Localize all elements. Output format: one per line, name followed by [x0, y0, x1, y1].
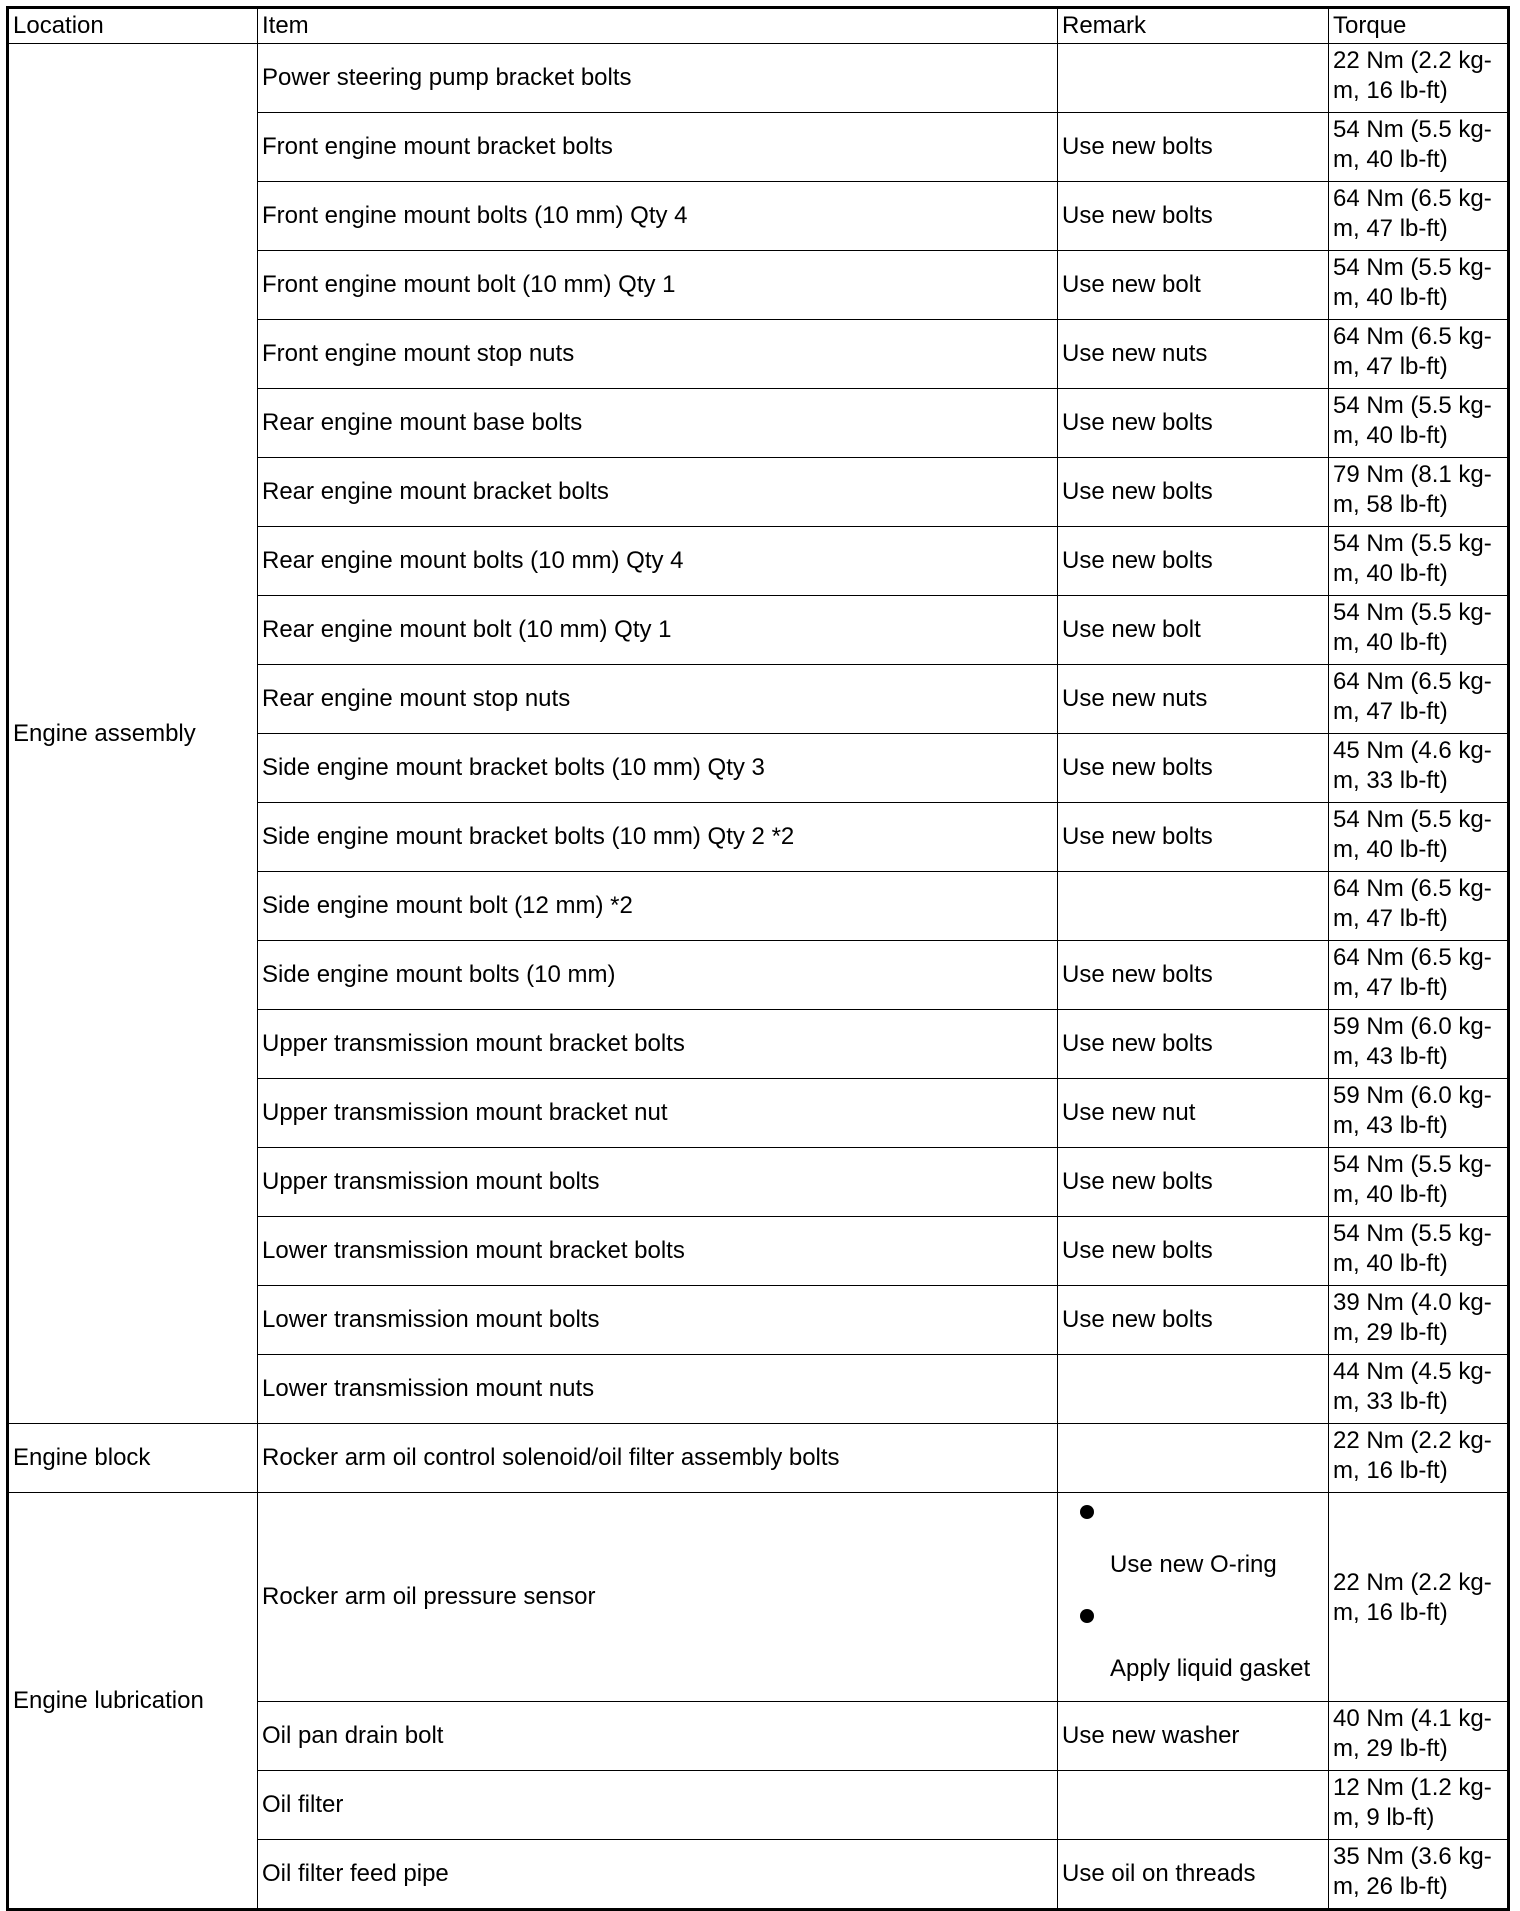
item-cell: Rocker arm oil pressure sensor: [258, 1493, 1058, 1702]
table-row: [8, 44, 1509, 113]
item-cell: Front engine mount stop nuts: [258, 320, 1058, 389]
item-cell: Rear engine mount bolt (10 mm) Qty 1: [258, 596, 1058, 665]
torque-cell: 79 Nm (8.1 kg-m, 58 lb-ft): [1329, 458, 1509, 527]
torque-cell: 54 Nm (5.5 kg-m, 40 lb-ft): [1329, 1148, 1509, 1217]
header-location: Location: [8, 8, 258, 44]
header-remark: Remark: [1058, 8, 1329, 44]
remark-cell: Use new nuts: [1058, 320, 1329, 389]
torque-cell: 64 Nm (6.5 kg-m, 47 lb-ft): [1329, 941, 1509, 1010]
remark-cell: [1058, 1771, 1329, 1840]
item-cell: Rear engine mount bolts (10 mm) Qty 4: [258, 527, 1058, 596]
torque-cell: 44 Nm (4.5 kg-m, 33 lb-ft): [1329, 1355, 1509, 1424]
table-body: [8, 44, 1509, 1910]
remark-list-item: [1062, 1597, 1324, 1701]
remark-cell: Use new bolts: [1058, 1217, 1329, 1286]
remark-cell: Use oil on threads: [1058, 1840, 1329, 1910]
remark-cell: Use new bolt: [1058, 251, 1329, 320]
item-cell: Rear engine mount bracket bolts: [258, 458, 1058, 527]
torque-cell: 39 Nm (4.0 kg-m, 29 lb-ft): [1329, 1286, 1509, 1355]
remark-cell: Use new bolts: [1058, 458, 1329, 527]
remark-cell: Use new nuts: [1058, 665, 1329, 734]
torque-cell: 59 Nm (6.0 kg-m, 43 lb-ft): [1329, 1010, 1509, 1079]
torque-cell: 64 Nm (6.5 kg-m, 47 lb-ft): [1329, 320, 1509, 389]
torque-cell: 64 Nm (6.5 kg-m, 47 lb-ft): [1329, 182, 1509, 251]
torque-cell: 54 Nm (5.5 kg-m, 40 lb-ft): [1329, 113, 1509, 182]
location-cell: Engine assembly: [8, 44, 258, 1424]
torque-cell: 40 Nm (4.1 kg-m, 29 lb-ft): [1329, 1702, 1509, 1771]
remark-list-text: Apply liquid gasket: [1110, 1655, 1311, 1682]
remark-cell: [1058, 1493, 1329, 1702]
remark-cell: [1058, 1355, 1329, 1424]
remark-cell: Use new bolts: [1058, 803, 1329, 872]
item-cell: Front engine mount bolts (10 mm) Qty 4: [258, 182, 1058, 251]
torque-cell: 64 Nm (6.5 kg-m, 47 lb-ft): [1329, 665, 1509, 734]
header-item: Item: [258, 8, 1058, 44]
remark-cell: Use new bolt: [1058, 596, 1329, 665]
torque-cell: 64 Nm (6.5 kg-m, 47 lb-ft): [1329, 872, 1509, 941]
torque-cell: 35 Nm (3.6 kg-m, 26 lb-ft): [1329, 1840, 1509, 1910]
item-cell: Front engine mount bolt (10 mm) Qty 1: [258, 251, 1058, 320]
item-cell: Side engine mount bracket bolts (10 mm) Qty 3: [258, 734, 1058, 803]
remark-list-text: Use new O-ring: [1110, 1551, 1277, 1578]
remark-cell: Use new bolts: [1058, 389, 1329, 458]
header-row: [8, 8, 1509, 44]
remark-cell: Use new bolts: [1058, 182, 1329, 251]
remark-cell: Use new nut: [1058, 1079, 1329, 1148]
item-cell: Side engine mount bolts (10 mm): [258, 941, 1058, 1010]
item-cell: Front engine mount bracket bolts: [258, 113, 1058, 182]
location-cell: Engine block: [8, 1424, 258, 1493]
location-cell: Engine lubrication: [8, 1493, 258, 1910]
remark-cell: Use new bolts: [1058, 941, 1329, 1010]
item-cell: Rocker arm oil control solenoid/oil filter assembly bolts: [258, 1424, 1058, 1493]
item-cell: Upper transmission mount bolts: [258, 1148, 1058, 1217]
bullet-icon: [1080, 1609, 1094, 1623]
remark-cell: Use new bolts: [1058, 1148, 1329, 1217]
torque-cell: 54 Nm (5.5 kg-m, 40 lb-ft): [1329, 527, 1509, 596]
remark-cell: [1058, 1424, 1329, 1493]
torque-cell: 12 Nm (1.2 kg-m, 9 lb-ft): [1329, 1771, 1509, 1840]
torque-cell: 54 Nm (5.5 kg-m, 40 lb-ft): [1329, 389, 1509, 458]
remark-cell: Use new bolts: [1058, 113, 1329, 182]
table-row: [8, 1424, 1509, 1493]
item-cell: Oil pan drain bolt: [258, 1702, 1058, 1771]
remark-cell: Use new bolts: [1058, 734, 1329, 803]
remark-cell: Use new bolts: [1058, 527, 1329, 596]
remark-cell: Use new bolts: [1058, 1010, 1329, 1079]
torque-cell: 45 Nm (4.6 kg-m, 33 lb-ft): [1329, 734, 1509, 803]
item-cell: Upper transmission mount bracket bolts: [258, 1010, 1058, 1079]
item-cell: Power steering pump bracket bolts: [258, 44, 1058, 113]
torque-cell: 54 Nm (5.5 kg-m, 40 lb-ft): [1329, 596, 1509, 665]
item-cell: Side engine mount bolt (12 mm) *2: [258, 872, 1058, 941]
torque-cell: 54 Nm (5.5 kg-m, 40 lb-ft): [1329, 251, 1509, 320]
remark-cell: [1058, 872, 1329, 941]
remark-cell: [1058, 44, 1329, 113]
torque-spec-table: [6, 6, 1510, 1911]
bullet-icon: [1080, 1505, 1094, 1519]
header-torque: Torque: [1329, 8, 1509, 44]
torque-cell: 22 Nm (2.2 kg-m, 16 lb-ft): [1329, 44, 1509, 113]
remark-list: [1062, 1493, 1324, 1701]
remark-cell: Use new bolts: [1058, 1286, 1329, 1355]
item-cell: Rear engine mount base bolts: [258, 389, 1058, 458]
item-cell: Oil filter: [258, 1771, 1058, 1840]
item-cell: Side engine mount bracket bolts (10 mm) Qty 2 *2: [258, 803, 1058, 872]
item-cell: Rear engine mount stop nuts: [258, 665, 1058, 734]
table-row: [8, 1493, 1509, 1702]
torque-cell: 59 Nm (6.0 kg-m, 43 lb-ft): [1329, 1079, 1509, 1148]
torque-cell: 22 Nm (2.2 kg-m, 16 lb-ft): [1329, 1424, 1509, 1493]
item-cell: Upper transmission mount bracket nut: [258, 1079, 1058, 1148]
item-cell: Lower transmission mount bolts: [258, 1286, 1058, 1355]
remark-list-item: [1062, 1493, 1324, 1597]
remark-cell: Use new washer: [1058, 1702, 1329, 1771]
torque-cell: 22 Nm (2.2 kg-m, 16 lb-ft): [1329, 1493, 1509, 1702]
item-cell: Lower transmission mount nuts: [258, 1355, 1058, 1424]
table-header: [8, 8, 1509, 44]
item-cell: Lower transmission mount bracket bolts: [258, 1217, 1058, 1286]
torque-cell: 54 Nm (5.5 kg-m, 40 lb-ft): [1329, 803, 1509, 872]
item-cell: Oil filter feed pipe: [258, 1840, 1058, 1910]
torque-cell: 54 Nm (5.5 kg-m, 40 lb-ft): [1329, 1217, 1509, 1286]
